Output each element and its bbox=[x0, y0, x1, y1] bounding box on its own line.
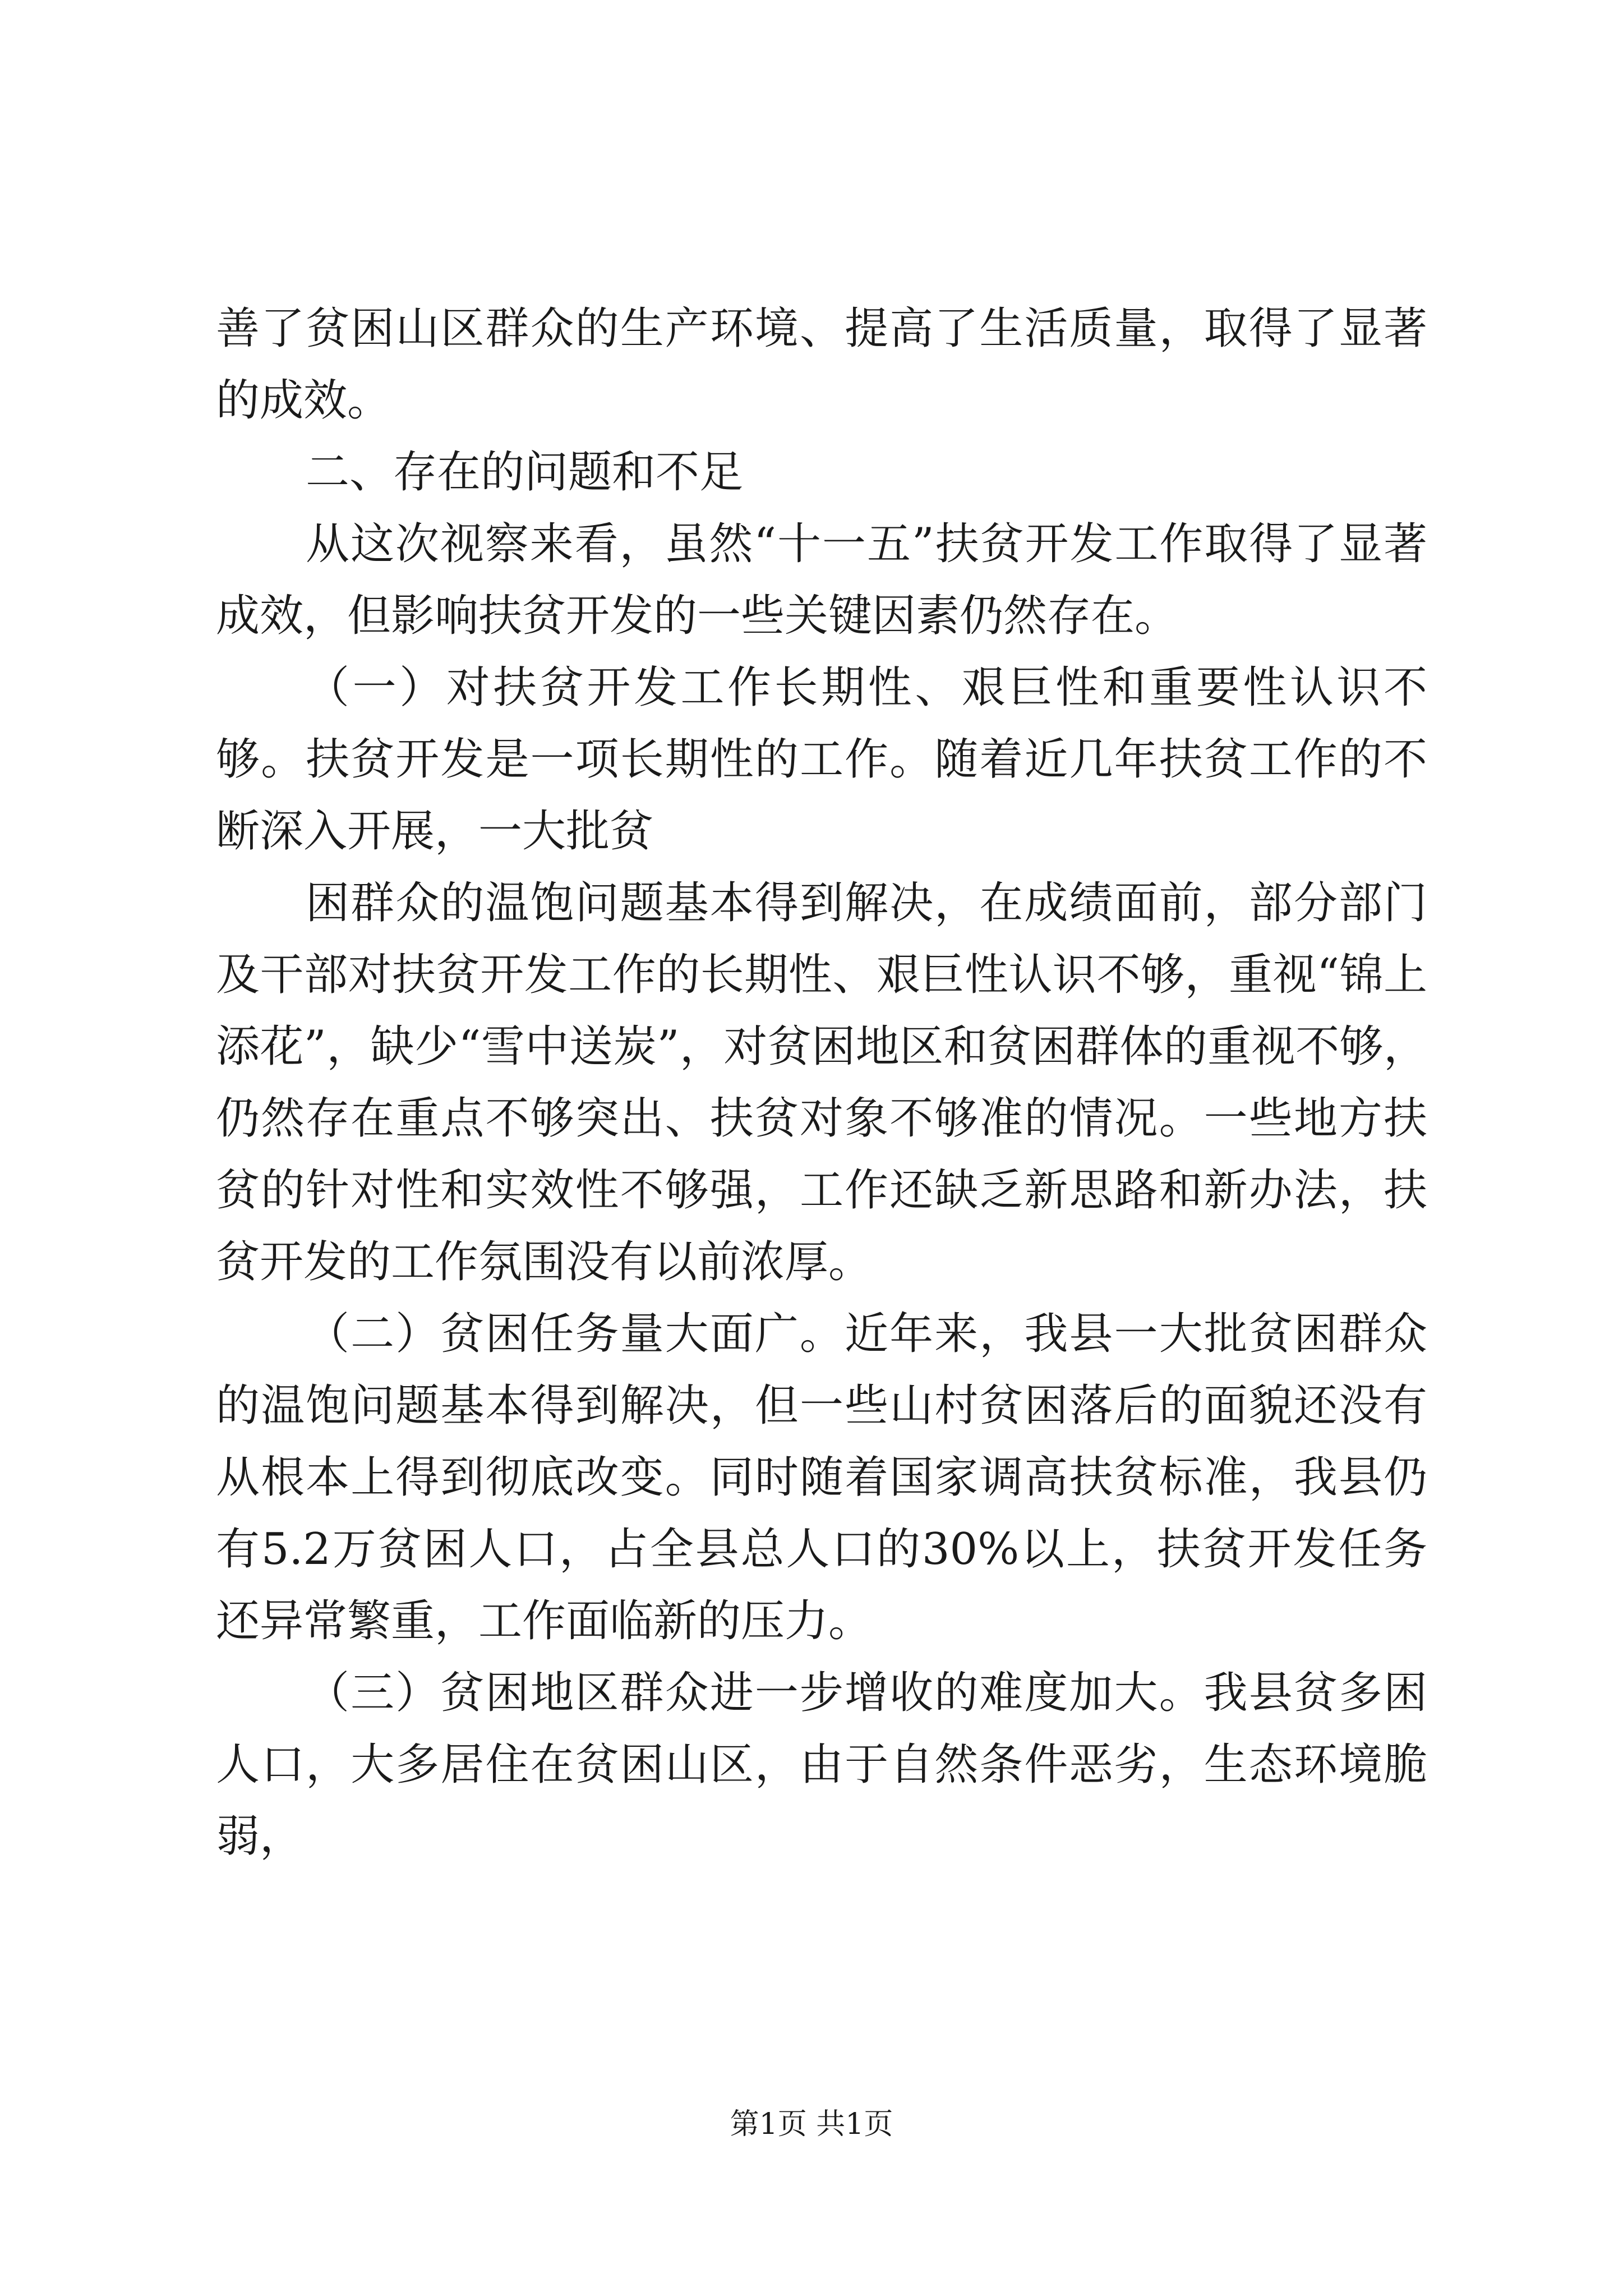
paragraph: 从这次视察来看，虽然“十一五”扶贫开发工作取得了显著成效，但影响扶贫开发的一些关键因素仍然存在。 bbox=[216, 519, 1427, 641]
page-footer: 第1页 共1页 bbox=[730, 2108, 893, 2141]
paragraph: （一）对扶贫开发工作长期性、艰巨性和重要性认识不够。扶贫开发是一项长期性的工作。随着近几年扶贫工作的不断深入开展，一大批贫 bbox=[216, 662, 1427, 857]
section-heading: 二、存在的问题和不足 bbox=[306, 447, 744, 498]
paragraph: （二）贫困任务量大面广。近年来，我县一大批贫困群众的温饱问题基本得到解决，但一些山村贫困落后的面貌还没有从根本上得到彻底改变。同时随着国家调高扶贫标准，我县仍有5.2万贫困人口，占全县总人口的30%以上，扶贫开发任务还异常繁重，工作面临新的压力。 bbox=[216, 1309, 1427, 1646]
paragraph: 善了贫困山区群众的生产环境、提高了生活质量，取得了显著的成效。 bbox=[216, 303, 1427, 426]
paragraph: （三）贫困地区群众进一步增收的难度加大。我县贫多困人口，大多居住在贫困山区，由于自然条件恶劣，生态环境脆弱， bbox=[216, 1668, 1427, 1862]
document-body bbox=[216, 293, 1427, 1872]
paragraph: 困群众的温饱问题基本得到解决，在成绩面前，部分部门及干部对扶贫开发工作的长期性、艰巨性认识不够，重视“锦上添花”，缺少“雪中送炭”，对贫困地区和贫困群体的重视不够，仍然存在重点不够突出、扶贫对象不够准的情况。一些地方扶贫的针对性和实效性不够强，工作还缺乏新思路和新办法，扶贫开发的工作氛围没有以前浓厚。 bbox=[216, 878, 1427, 1287]
